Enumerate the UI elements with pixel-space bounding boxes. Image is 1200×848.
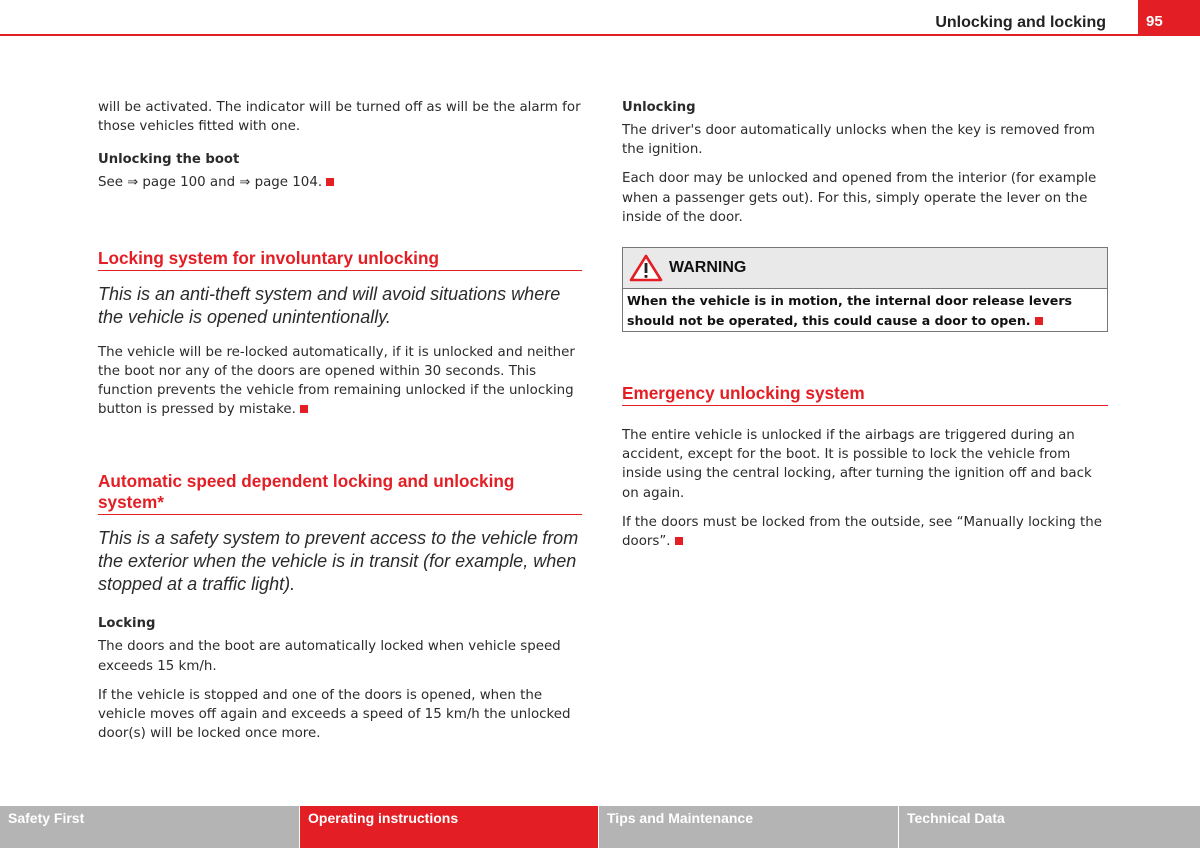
unlocking-boot-text — [98, 173, 582, 192]
warning-box — [622, 247, 1108, 332]
section-heading-involuntary-unlocking: Locking system for involuntary unlocking — [98, 248, 582, 271]
warning-header — [623, 248, 1107, 289]
page-ref-100[interactable]: page 100 and — [142, 175, 236, 191]
end-of-section-icon — [675, 537, 683, 545]
footer-nav — [0, 806, 1200, 848]
tab-safety-first[interactable]: Safety First — [0, 806, 299, 848]
locking-paragraph-2: If the vehicle is stopped and one of the doors is opened, when the vehicle moves off again and exceeds a speed of 15 km/h the unlocked door(s) will be locked once more. — [98, 687, 571, 742]
emergency-paragraph-1: The entire vehicle is unlocked if the airbags are triggered during an accident, except for the boot. It is possible to lock the vehicle from inside using the central locking, after turning the ignition off and back on again. — [622, 428, 1092, 501]
header-rule — [0, 34, 1140, 36]
end-of-section-icon — [1035, 317, 1043, 325]
locking-paragraph-1: The doors and the boot are automatically locked when vehicle speed exceeds 15 km/h. — [98, 639, 561, 674]
right-double-arrow-icon: ⇒ — [239, 175, 251, 191]
continued-paragraph: will be activated. The indicator will be turned off as will be the alarm for those vehicles fitted with one. — [98, 100, 581, 135]
locking-heading: Locking — [98, 616, 156, 632]
right-double-arrow-icon: ⇒ — [127, 175, 139, 191]
see-text: See — [98, 175, 123, 191]
page-number: 95 — [1138, 0, 1200, 36]
emergency-paragraph-2: If the doors must be locked from the outside, see “Manually locking the doors”. — [622, 514, 1103, 550]
section-intro-speed-locking: This is a safety system to prevent access to the vehicle from the exterior when the vehicle is in transit (for example, when stopped at a traffic light). — [98, 528, 579, 595]
page-title: Unlocking and locking — [935, 14, 1106, 31]
page-ref-104[interactable]: page 104. — [254, 175, 323, 191]
end-of-section-icon — [300, 405, 308, 413]
section-heading-emergency-unlocking: Emergency unlocking system — [622, 383, 1108, 406]
left-column — [98, 98, 582, 743]
section-body-involuntary: The vehicle will be re-locked automatically, if it is unlocked and neither the boot nor any of the doors are opened within 30 seconds. This function prevents the vehicle from remaining unlocked if the unlocking button is pressed by mistake. — [98, 344, 575, 418]
end-of-section-icon — [326, 178, 334, 186]
warning-text: When the vehicle is in motion, the internal door release levers should not be operated, this could cause a door to open. — [627, 293, 1073, 328]
unlocking-paragraph-2: Each door may be unlocked and opened from the interior (for example when a passenger gets out). For this, simply operate the lever on the inside of the door. — [622, 171, 1097, 225]
tab-operating-instructions[interactable]: Operating instructions — [300, 806, 598, 848]
warning-triangle-icon — [629, 254, 663, 282]
unlocking-boot-heading: Unlocking the boot — [98, 152, 240, 168]
tab-tips-and-maintenance[interactable]: Tips and Maintenance — [599, 806, 898, 848]
right-column — [622, 98, 1108, 551]
warning-title: WARNING — [669, 259, 747, 277]
section-intro-involuntary: This is an anti-theft system and will avoid situations where the vehicle is opened unintentionally. — [98, 283, 561, 327]
unlocking-paragraph-1: The driver's door automatically unlocks when the key is removed from the ignition. — [622, 123, 1095, 158]
section-heading-speed-locking: Automatic speed dependent locking and unlocking system* — [98, 471, 582, 515]
tab-technical-data[interactable]: Technical Data — [899, 806, 1200, 848]
unlocking-heading: Unlocking — [622, 100, 696, 115]
